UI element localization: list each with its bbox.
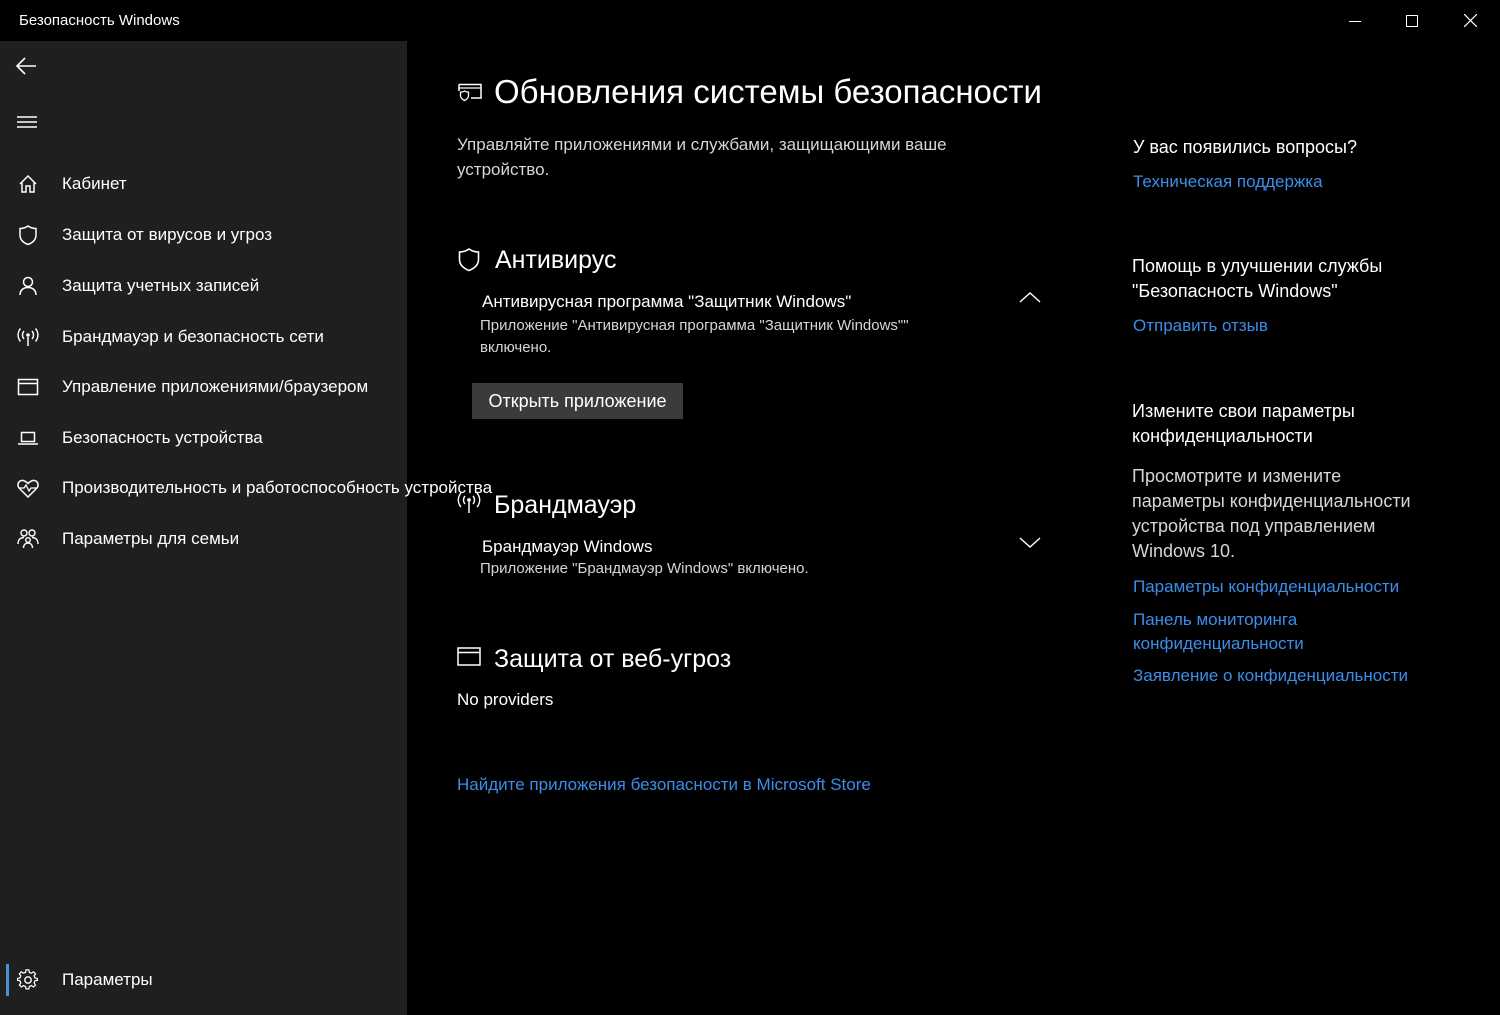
sidebar-item-account-protection[interactable] [0,264,407,308]
sidebar-item-label: Защита учетных записей [62,276,260,295]
no-providers-text: No providers [457,690,554,709]
sidebar-item-label: Защита от вирусов и угроз [62,225,273,244]
sidebar-item-virus-protection[interactable] [0,213,407,257]
sidebar-item-label: Кабинет [62,174,127,193]
antivirus-heading: Антивирус [495,246,617,274]
sidebar-item-home[interactable] [0,162,407,206]
sidebar-item-label: Безопасность устройства [62,428,263,447]
chevron-down-icon [1018,532,1042,552]
back-arrow-icon [14,54,38,78]
privacy-text: Просмотрите и измените параметры конфиденциальности устройства под управлением Windows 10. [1132,466,1411,561]
security-providers-icon [457,79,483,105]
collapse-button[interactable] [1018,288,1042,308]
firewall-item-description: Приложение "Брандмауэр Windows" включено. [480,560,809,577]
antivirus-item-title: Антивирусная программа "Защитник Windows" [482,292,852,311]
close-button[interactable] [1441,0,1499,41]
menu-button[interactable] [16,112,40,134]
sidebar-item-label: Управление приложениями/браузером [62,377,369,396]
wireless-icon [16,325,40,349]
expand-button[interactable] [1018,532,1042,552]
privacy-statement-link[interactable]: Заявление о конфиденциальности [1133,666,1408,685]
privacy-settings-link[interactable]: Параметры конфиденциальности [1133,577,1400,596]
sidebar-item-label: Производительность и работоспособность устройства [62,478,493,497]
laptop-icon [16,426,40,450]
hamburger-icon [16,112,38,132]
back-button[interactable] [14,54,42,78]
window-title: Безопасность Windows [19,12,180,29]
home-icon [16,172,40,196]
sidebar-item-label: Параметры [62,970,153,989]
sidebar-item-firewall[interactable] [0,315,407,359]
minimize-button[interactable] [1326,0,1384,41]
maximize-button[interactable] [1383,0,1441,41]
antivirus-item-description: Приложение "Антивирусная программа "Защитник Windows"" включено. [480,317,909,356]
person-icon [16,274,40,298]
microsoft-store-link[interactable]: Найдите приложения безопасности в Microsoft Store [457,775,871,794]
maximize-icon [1406,15,1418,27]
sidebar-item-device-security[interactable] [0,416,407,460]
sidebar-item-label: Параметры для семьи [62,529,240,548]
firewall-item-title: Брандмауэр Windows [482,537,653,556]
title-bar [0,0,1500,41]
web-protection-heading: Защита от веб-угроз [494,645,732,673]
page-title: Обновления системы безопасности [494,73,1042,110]
sidebar-item-family-options[interactable] [0,517,407,561]
wireless-icon [456,491,482,515]
sidebar-item-device-performance[interactable] [0,466,493,510]
app-window-icon [16,375,40,399]
page-subtitle: Управляйте приложениями и службами, защищающими ваше устройство. [457,135,947,179]
sidebar-item-app-browser-control[interactable] [0,365,407,409]
sidebar-item-label: Брандмауэр и безопасность сети [62,327,324,346]
open-app-button[interactable]: Открыть приложение [472,383,683,419]
app-window-icon [457,646,481,668]
shield-icon [16,223,40,247]
improve-title: Помощь в улучшении службы "Безопасность Windows" [1132,256,1383,301]
privacy-dashboard-link[interactable]: Панель мониторинга конфиденциальности [1133,610,1304,653]
firewall-heading: Брандмауэр [494,491,637,519]
heart-icon [16,476,40,500]
family-icon [16,527,40,551]
gear-icon [16,968,40,992]
questions-title: У вас появились вопросы? [1133,137,1357,157]
chevron-up-icon [1018,288,1042,308]
sidebar-item-settings[interactable] [0,958,407,1002]
feedback-link[interactable]: Отправить отзыв [1133,316,1268,335]
minimize-icon [1349,15,1361,27]
shield-icon [457,247,481,273]
privacy-title: Измените свои параметры конфиденциальности [1132,401,1355,446]
close-icon [1464,14,1477,27]
support-link[interactable]: Техническая поддержка [1133,172,1323,191]
